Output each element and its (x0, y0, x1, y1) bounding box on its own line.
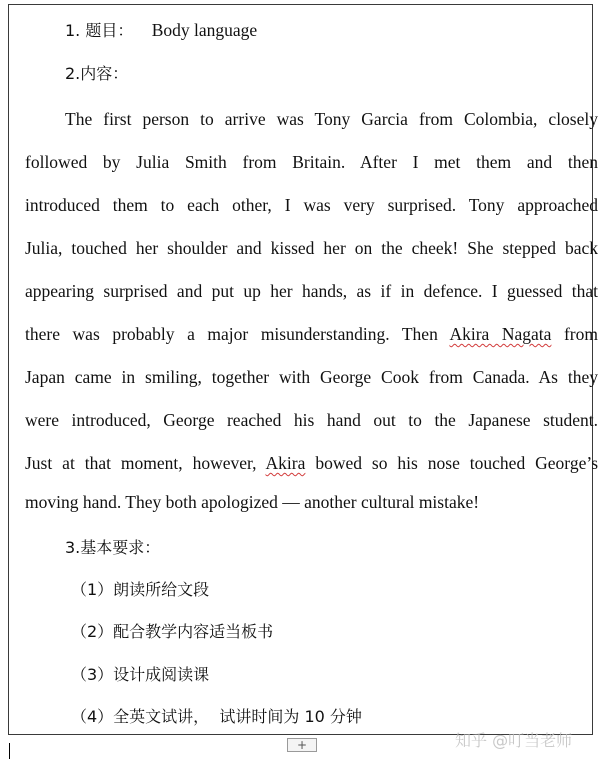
title-line (65, 19, 257, 42)
requirements-heading: 3.基本要求： (65, 538, 161, 557)
text-cursor (9, 743, 10, 759)
title-value: Body language (151, 20, 258, 40)
expand-button[interactable]: + (287, 738, 317, 752)
requirement-item-1: （1）朗读所给文段 (71, 580, 210, 599)
content-heading: 2.内容： (65, 64, 129, 83)
spellcheck-name-akira: Akira (265, 453, 306, 473)
watermark: 知乎 @叮当老师 (455, 731, 573, 750)
requirement-item-2: （2）配合教学内容适当板书 (71, 622, 274, 641)
passage-line-10: moving hand. They both apologized — another cultural mistake! (25, 492, 480, 512)
passage-line-8: were introduced, George reached his hand out to the Japanese student. (25, 410, 598, 430)
document-page (8, 4, 599, 735)
title-label: 1. 题目： (65, 21, 134, 40)
spellcheck-name-akira-nagata: Akira Nagata (449, 324, 552, 344)
passage-line-2: followed by Julia Smith from Britain. After I met them and then (25, 152, 598, 172)
passage-text: Just at that moment, however, (25, 453, 266, 473)
requirement-item-4: （4）全英文试讲， 试讲时间为 10 分钟 (71, 707, 362, 726)
passage-text: from (551, 324, 598, 344)
requirement-item-3: （3）设计成阅读课 (71, 665, 210, 684)
passage-line-9 (25, 452, 598, 474)
passage-line-3: introduced them to each other, I was very surprised. Tony approached (25, 195, 598, 215)
passage-text: bowed so his nose touched George’s (305, 453, 599, 473)
passage-line-4: Julia, touched her shoulder and kissed her on the cheek! She stepped back (25, 238, 598, 258)
passage-line-1: The first person to arrive was Tony Garcia from Colombia, closely (65, 109, 598, 129)
passage-line-7: Japan came in smiling, together with George Cook from Canada. As they (25, 367, 598, 387)
passage-line-6 (25, 323, 598, 345)
passage-text: there was probably a major misunderstanding. Then (25, 324, 450, 344)
passage-line-5: appearing surprised and put up her hands, as if in defence. I guessed that (25, 281, 598, 301)
